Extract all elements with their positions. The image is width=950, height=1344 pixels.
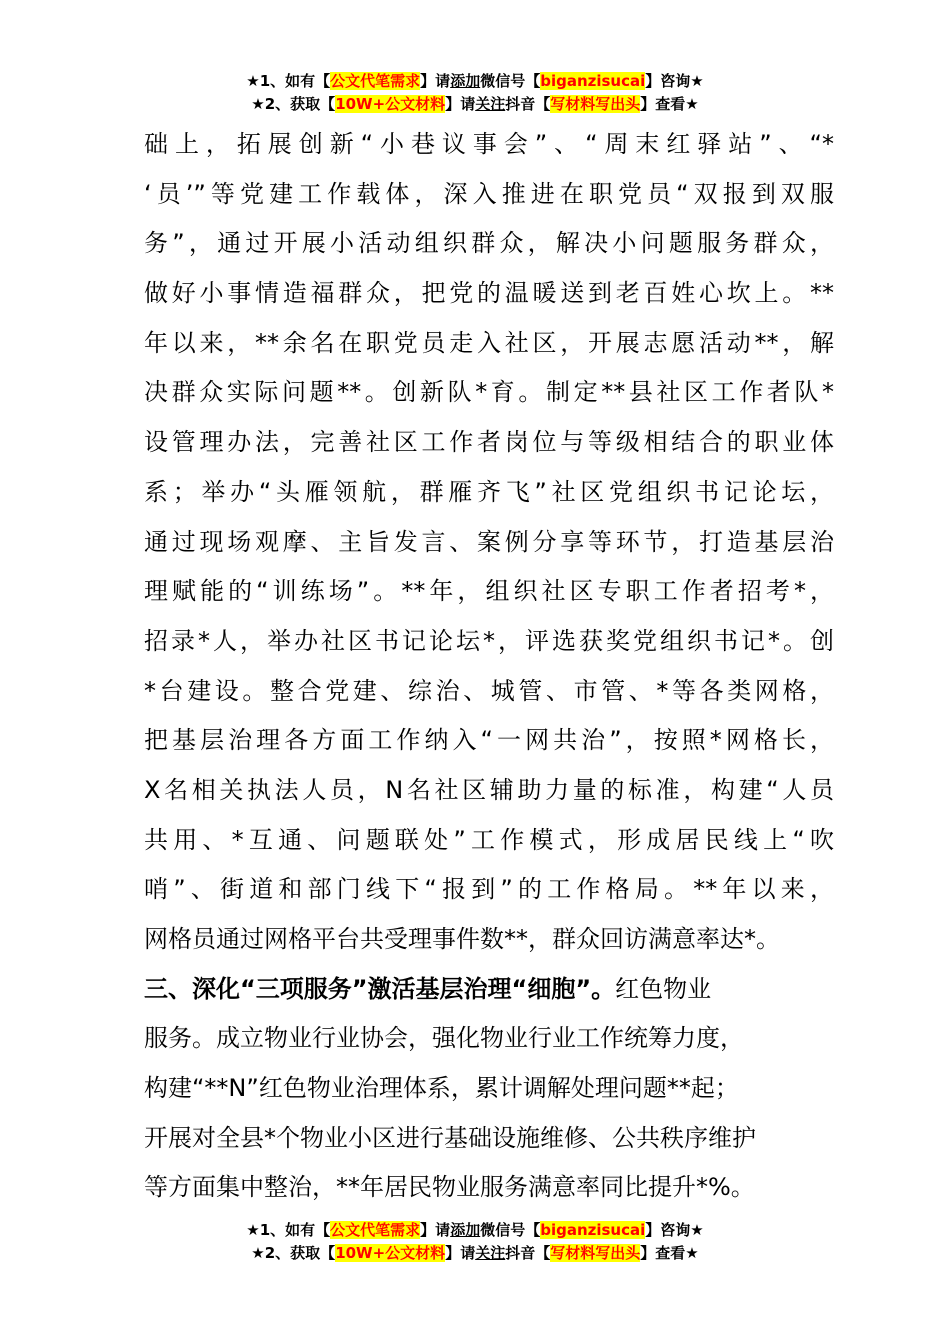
text-line: 共用、*互通、问题联处”工作模式，形成居民线上“吹 [144, 825, 834, 854]
header-banner [0, 70, 950, 116]
banner-text: ★1、如有【 [246, 1221, 331, 1239]
text-line: 服务。成立物业行业协会，强化物业行业工作统筹力度， [144, 1024, 744, 1053]
banner-text: 微信号【 [480, 1221, 541, 1239]
banner-text: 】咨询★ [645, 1221, 704, 1239]
banner-underline: 关注 [475, 95, 506, 113]
banner-underline: 添加 [450, 1221, 481, 1239]
banner-text: 】请 [420, 72, 451, 90]
highlight-wechat-id: biganzisucai [540, 72, 646, 90]
banner-line-1 [0, 1219, 950, 1242]
text-line: 把基层治理各方面工作纳入“一网共治”，按照*网格长， [144, 726, 834, 755]
text-line: 招录*人，举办社区书记论坛*，评选获奖党组织书记*。创 [144, 626, 834, 655]
banner-line-2 [0, 93, 950, 116]
banner-text: 】请 [420, 1221, 451, 1239]
text-line: 理赋能的“训练场”。**年，组织社区专职工作者招考*， [144, 577, 834, 606]
text-line: 等方面集中整治，**年居民物业服务满意率同比提升*%。 [144, 1173, 755, 1202]
highlight-wechat-id: biganzisucai [540, 1221, 646, 1239]
heading-tail: 红色物业 [615, 974, 712, 1003]
banner-line-1 [0, 70, 950, 93]
text-line: X名相关执法人员，N名社区辅助力量的标准，构建“人员 [144, 775, 834, 804]
banner-text: 】查看★ [640, 1244, 699, 1262]
highlight-douyin: 写材料写出头 [550, 1244, 641, 1262]
highlight-service: 公文代笔需求 [330, 72, 421, 90]
text-line: 设管理办法，完善社区工作者岗位与等级相结合的职业体 [144, 428, 834, 457]
text-line: 构建“**N”红色物业治理体系，累计调解处理问题**起； [144, 1074, 739, 1103]
banner-text: ★1、如有【 [246, 72, 331, 90]
banner-text: 抖音【 [505, 95, 551, 113]
text-line: 础上，拓展创新“小巷议事会”、“周末红驿站”、“* [144, 130, 834, 158]
banner-text: 微信号【 [480, 72, 541, 90]
section-heading: 三、深化“三项服务”激活基层治理“细胞”。 [144, 974, 616, 1003]
footer-banner [0, 1219, 950, 1265]
banner-text: 】请 [445, 1244, 476, 1262]
banner-text: 抖音【 [505, 1244, 551, 1262]
text-line: *台建设。整合党建、综治、城管、市管、*等各类网格， [144, 676, 834, 705]
body-text [144, 120, 834, 1213]
text-line: 系；举办“头雁领航，群雁齐飞”社区党组织书记论坛， [144, 477, 834, 506]
banner-text: 】查看★ [640, 95, 699, 113]
banner-text: ★2、获取【 [251, 95, 336, 113]
text-line: 做好小事情造福群众，把党的温暖送到老百姓心坎上。** [144, 279, 834, 308]
highlight-materials: 10W+公文材料 [335, 1244, 446, 1262]
banner-text: 】咨询★ [645, 72, 704, 90]
highlight-douyin: 写材料写出头 [550, 95, 641, 113]
highlight-service: 公文代笔需求 [330, 1221, 421, 1239]
banner-underline: 添加 [450, 72, 481, 90]
text-line: ‘员’”等党建工作载体，深入推进在职党员“双报到双服 [144, 179, 834, 208]
text-line: 决群众实际问题**。创新队*育。制定**县社区工作者队* [144, 378, 834, 407]
banner-text: 】请 [445, 95, 476, 113]
banner-text: ★2、获取【 [251, 1244, 336, 1262]
text-line: 开展对全县*个物业小区进行基础设施维修、公共秩序维护 [144, 1123, 756, 1152]
text-line: 哨”、街道和部门线下“报到”的工作格局。**年以来， [144, 875, 834, 904]
text-line: 年以来，**余名在职党员走入社区，开展志愿活动**，解 [144, 328, 834, 357]
text-line: 通过现场观摩、主旨发言、案例分享等环节，打造基层治 [144, 527, 834, 556]
banner-underline: 关注 [475, 1244, 506, 1262]
text-line: 网格员通过网格平台共受理事件数**，群众回访满意率达*。 [144, 925, 780, 953]
highlight-materials: 10W+公文材料 [335, 95, 446, 113]
banner-line-2 [0, 1242, 950, 1265]
text-line: 务”，通过开展小活动组织群众，解决小问题服务群众， [144, 229, 834, 258]
section-heading-line [144, 965, 834, 1015]
